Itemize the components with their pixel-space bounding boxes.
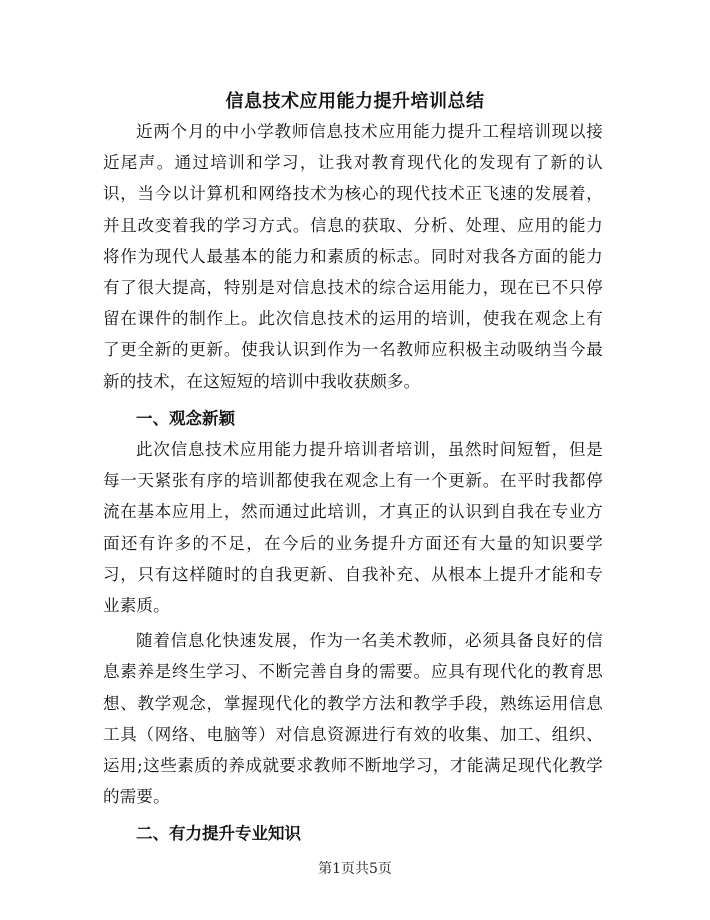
intro-paragraph: 近两个月的中小学教师信息技术应用能力提升工程培训现以接近尾声。通过培训和学习，让我对教育现代化的发现有了新的认识，当今以计算机和网络技术为核心的现代技术正飞速的发展着，并且改变着我的学习方式。信息的获取、分析、处理、应用的能力将作为现代人最基本的能力和素质的标志。同时对我各方面的能力有了很大提高，特别是对信息技术的综合运用能力，现在已不只停留在课件的制作上。此次信息技术的运用的培训，使我在观念上有了更全新的更新。使我认识到作为一名教师应积极主动吸纳当今最新的技术，在这短短的培训中我收获颇多。: [103, 122, 603, 391]
page-number-footer: 第1页共5页: [318, 861, 392, 877]
document-body: [103, 116, 603, 850]
section1-paragraph-1: 此次信息技术应用能力提升培训者培训，虽然时间短暂，但是每一天紧张有序的培训都使我在观念上有一个更新。在平时我都停流在基本应用上，然而通过此培训，才真正的认识到自我在专业方面还有许多的不足，在今后的业务提升方面还有大量的知识要学习，只有这样随时的自我更新、自我补充、从根本上提升才能和专业素质。: [103, 440, 603, 616]
section1-paragraph-2: 随着信息化快速发展，作为一名美术教师，必须具备良好的信息素养是终生学习、不断完善自身的需要。应具有现代化的教育思想、教学观念，掌握现代化的教学方法和教学手段，熟练运用信息工具（网络、电脑等）对信息资源进行有效的收集、加工、组织、运用;这些素质的养成就要求教师不断地学习，才能满足现代化教学的需要。: [103, 631, 603, 807]
document-title: 信息技术应用能力提升培训总结: [225, 91, 485, 112]
section-heading-1: 一、观念新颖: [136, 408, 235, 428]
section-heading-2: 二、有力提升专业知识: [136, 824, 301, 844]
